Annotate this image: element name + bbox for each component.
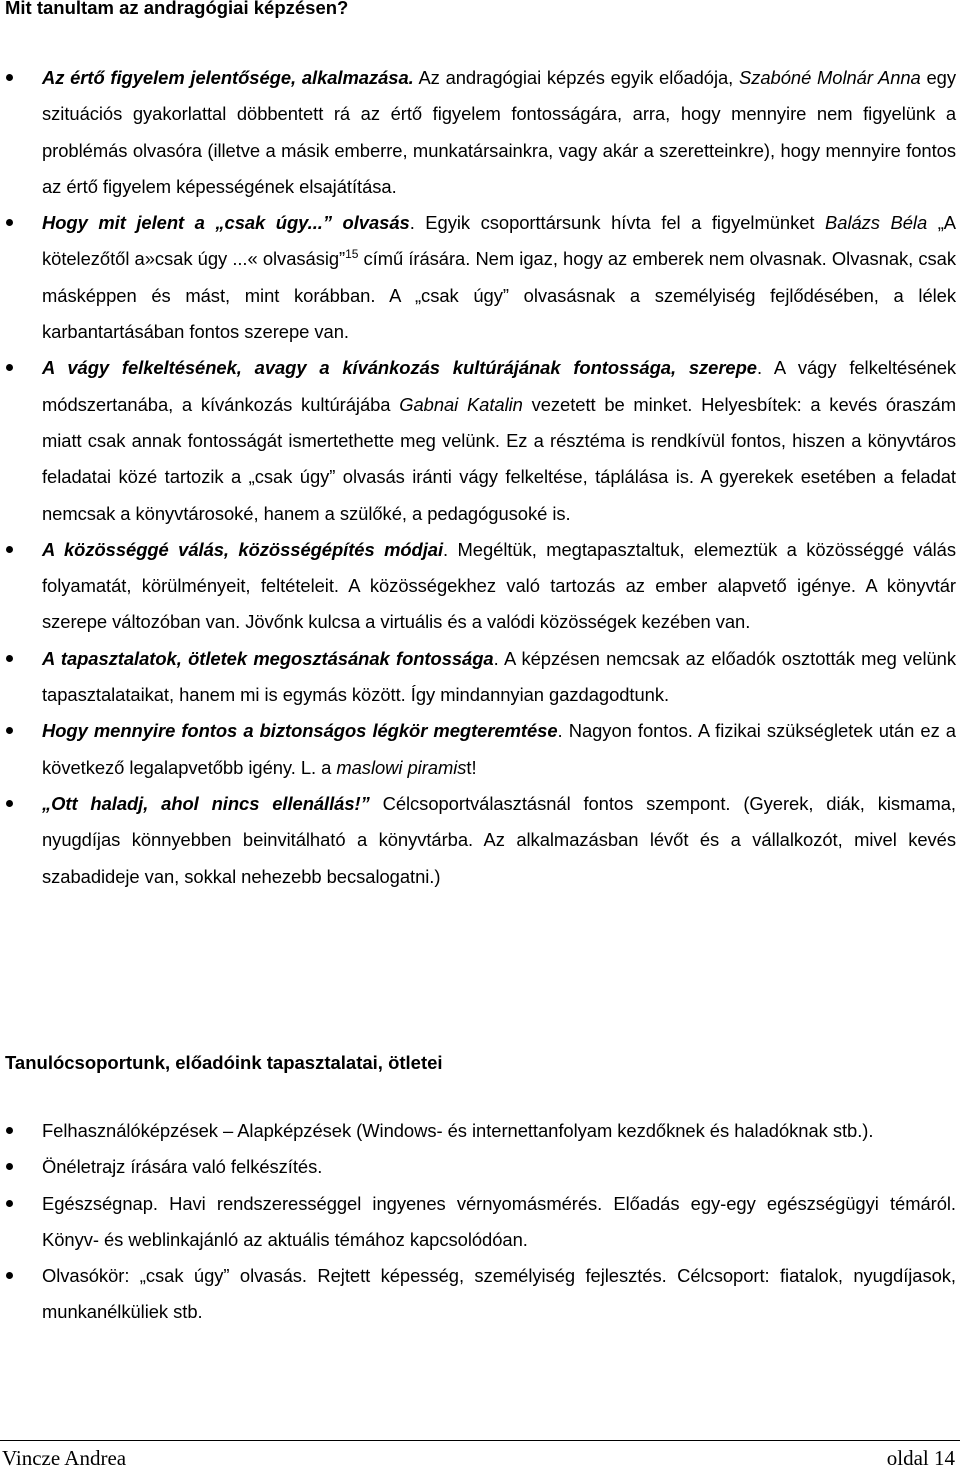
footer-page-number: oldal 14 bbox=[886, 1446, 955, 1470]
list-item-text bbox=[42, 350, 956, 531]
bullet-icon bbox=[6, 546, 13, 553]
section-heading-learned: Mit tanultam az andragógiai képzésen? bbox=[5, 0, 349, 18]
bullet-icon bbox=[6, 1163, 13, 1170]
learned-items-list bbox=[0, 60, 960, 895]
item-emphasis: Gabnai Katalin bbox=[399, 393, 523, 415]
item-emphasis: Balázs Béla bbox=[825, 212, 928, 234]
footer-divider bbox=[0, 1440, 960, 1441]
list-item bbox=[0, 1186, 960, 1259]
item-text: Az andragógiai képzés egyik előadója, bbox=[413, 67, 739, 88]
list-item-text bbox=[42, 1186, 956, 1259]
bullet-icon bbox=[6, 1272, 13, 1279]
list-item bbox=[0, 532, 960, 641]
item-text: című írására. Nem igaz, hogy az emberek nem olvasnak. Olvasnak, csak másképpen és mást, mint korábban. A „csak úgy” olvasásnak a személyiség fejlődésében, a lélek karbantartásában fontos szerepe van. bbox=[42, 248, 956, 343]
bullet-icon bbox=[6, 219, 13, 226]
item-text: . A vágy felkeltésének módszertanába, a kívánkozás kultúrájába bbox=[42, 357, 957, 415]
footnote-ref: 15 bbox=[345, 247, 359, 262]
list-item bbox=[0, 1258, 960, 1331]
item-emphasis: maslowi piramis bbox=[336, 756, 467, 778]
list-item-text bbox=[42, 532, 956, 641]
list-item bbox=[0, 1149, 960, 1185]
item-text: . Nagyon fontos. A fizikai szükségletek után ez a következő legalapvetőbb igény. L. a bbox=[42, 720, 956, 778]
list-item-text bbox=[42, 1258, 956, 1331]
list-item bbox=[0, 205, 960, 350]
item-lead: A közösséggé válás, közösségépítés módjai bbox=[42, 538, 444, 560]
bullet-icon bbox=[6, 727, 13, 734]
list-item-text bbox=[42, 1149, 956, 1185]
item-text: Olvasókör: „csak úgy” olvasás. Rejtett képesség, személyiség fejlesztés. Célcsoport: fiatalok, nyugdíjasok, munkanélküliek stb. bbox=[42, 1265, 956, 1323]
bullet-icon bbox=[6, 655, 13, 662]
list-item-text bbox=[42, 641, 956, 714]
list-item bbox=[0, 60, 960, 205]
item-text: Önéletrajz írására való felkészítés. bbox=[42, 1156, 323, 1178]
item-text: egy szituációs gyakorlattal döbbentett rá az értő figyelem fontosságára, arra, hogy mennyire nem figyelünk a problémás olvasóra (illetve a másik emberre, munkatársainkra, vagy akár a szeretteinkre), hogy mennyire fontos az értő figyelem képességének elsajátítása. bbox=[42, 67, 957, 197]
group-ideas-list bbox=[0, 1113, 960, 1331]
item-text: . Megéltük, megtapasztaltuk, elemeztük a közösséggé válás folyamatát, körülményeit, feltételeit. A közösségekhez való tartozás az ember alapvető igénye. A könyvtár szerepe változóban van. Jövőnk kulcsa a virtuális és a valódi közösségek kezében van. bbox=[42, 538, 956, 633]
item-lead: Hogy mit jelent a „csak úgy...” olvasás bbox=[42, 212, 410, 234]
list-item bbox=[0, 350, 960, 531]
bullet-icon bbox=[6, 74, 13, 81]
bullet-icon bbox=[6, 364, 13, 371]
item-lead: A tapasztalatok, ötletek megosztásának fontossága bbox=[42, 647, 494, 669]
item-text: „A kötelezőtől a»csak úgy ...« olvasásig” bbox=[42, 212, 956, 270]
item-text: t! bbox=[466, 756, 477, 778]
list-item bbox=[0, 641, 960, 714]
item-text: . Egyik csoporttársunk hívta fel a figyelmünket bbox=[409, 212, 826, 234]
item-lead: A vágy felkeltésének, avagy a kívánkozás kultúrájának fontossága, szerepe bbox=[42, 357, 757, 379]
bullet-icon bbox=[6, 1200, 13, 1207]
item-lead: „Ott haladj, ahol nincs ellenállás!” bbox=[42, 792, 370, 814]
list-item-text bbox=[42, 1113, 956, 1149]
item-text: . A képzésen nemcsak az előadók osztották meg velünk tapasztalataikat, hanem mi is egymás között. Így mindannyian gazdagodtunk. bbox=[42, 647, 956, 706]
section-heading-group-experiences: Tanulócsoportunk, előadóink tapasztalatai, ötletei bbox=[5, 1052, 443, 1073]
item-text: Felhasználóképzések – Alapképzések (Windows- és internettanfolyam kezdőknek és haladóknak stb.). bbox=[42, 1120, 874, 1141]
footer-author: Vincze Andrea bbox=[2, 1446, 127, 1470]
list-item bbox=[0, 713, 960, 786]
list-item bbox=[0, 1113, 960, 1149]
bullet-icon bbox=[6, 800, 13, 807]
item-text: Egészségnap. Havi rendszerességgel ingyenes vérnyomásmérés. Előadás egy-egy egészségügyi témáról. Könyv- és weblinkajánló az aktuális témához kapcsolódóan. bbox=[42, 1192, 956, 1250]
list-item bbox=[0, 786, 960, 895]
item-lead: Az értő figyelem jelentősége, alkalmazása. bbox=[42, 67, 414, 88]
bullet-icon bbox=[6, 1127, 13, 1134]
list-item-text bbox=[42, 713, 956, 786]
item-lead: Hogy mennyire fontos a biztonságos légkör megteremtése bbox=[42, 720, 558, 742]
list-item-text bbox=[42, 786, 956, 895]
list-item-text bbox=[42, 60, 956, 205]
list-item-text bbox=[42, 205, 956, 350]
item-emphasis: Szabóné Molnár Anna bbox=[739, 67, 921, 88]
item-text: vezetett be minket. Helyesbítek: a kevés óraszám miatt csak annak fontosságát ismertethette meg velünk. Ez a résztéma is rendkívül fontos, hiszen a könyvtáros feladatai közé tartozik a „csak úgy” olvasás iránti vágy felkeltése, táplálása is. A gyerekek esetében a feladat nemcsak a könyvtárosoké, hanem a szülőké, a pedagógusoké is. bbox=[42, 393, 956, 524]
item-text: Célcsoportválasztásnál fontos szempont. (Gyerek, diák, kismama, nyugdíjas könnyebben beinvitálható a könyvtárba. Az alkalmazásban lévőt és a vállalkozót, mivel kevés szabadideje van, sokkal nehezebb becsalogatni.) bbox=[42, 792, 956, 887]
